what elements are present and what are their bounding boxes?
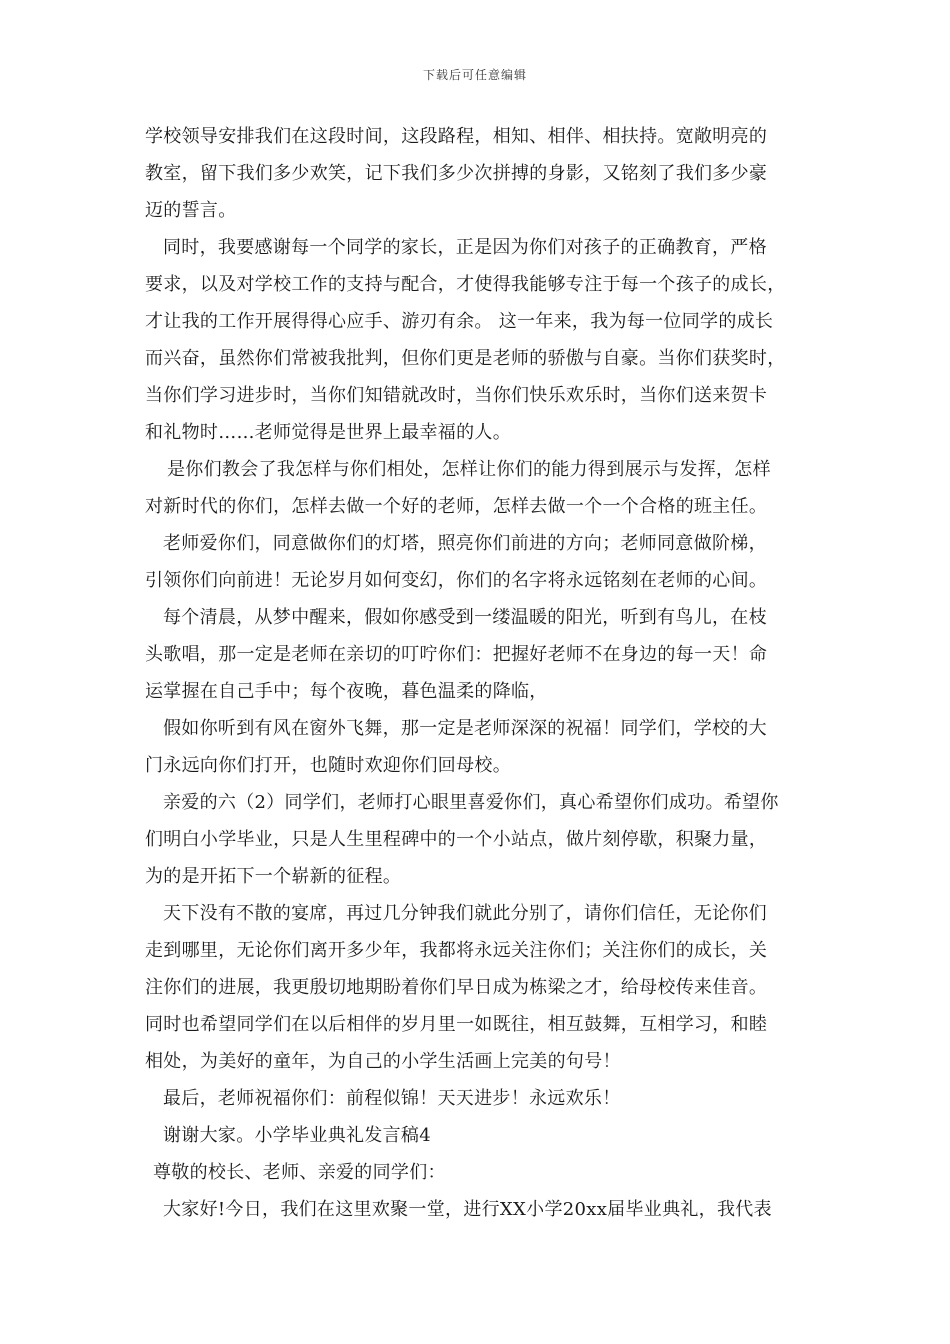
document-body <box>145 118 815 1228</box>
text-line: 为的是开拓下一个崭新的征程。 <box>145 866 402 887</box>
paragraph-start: 大家好!今日，我们在这里欢聚一堂，进行XX小学20xx届毕业典礼，我代表 <box>163 1199 772 1220</box>
text-line: 头歌唱，那一定是老师在亲切的叮咛你们：把握好老师不在身边的每一天！命 <box>145 644 768 665</box>
page-header: 下载后可任意编辑 <box>422 68 527 82</box>
text-line: 注你们的进展，我更殷切地期盼着你们早日成为栋梁之才，给母校传来佳音。 <box>145 977 768 998</box>
paragraph-start: 每个清晨，从梦中醒来，假如你感受到一缕温暖的阳光，听到有鸟儿，在枝 <box>163 607 767 628</box>
text-line: 学校领导安排我们在这段时间，这段路程，相知、相伴、相扶持。宽敞明亮的 <box>145 126 768 147</box>
text-line: 对新时代的你们，怎样去做一个好的老师，怎样去做一个一个合格的班主任。 <box>145 496 768 517</box>
paragraph-start: 假如你听到有风在窗外飞舞，那一定是老师深深的祝福！同学们，学校的大 <box>163 718 767 739</box>
paragraph-start: 天下没有不散的宴席，再过几分钟我们就此分别了，请你们信任，无论你们 <box>163 903 767 924</box>
salutation: 尊敬的校长、老师、亲爱的同学们： <box>153 1162 446 1183</box>
text-line: 们明白小学毕业，只是人生里程碑中的一个小站点，做片刻停歇，积聚力量， <box>145 829 768 850</box>
paragraph-start: 最后，老师祝福你们：前程似锦！天天进步！永远欢乐！ <box>163 1088 621 1109</box>
paragraph-start: 谢谢大家。小学毕业典礼发言稿4 <box>163 1125 431 1146</box>
text-line: 迈的誓言。 <box>145 200 237 221</box>
text-line: 引领你们向前进！无论岁月如何变幻，你们的名字将永远铭刻在老师的心间。 <box>145 570 768 591</box>
paragraph-start: 亲爱的六（2）同学们，老师打心眼里喜爱你们，真心希望你们成功。希望你 <box>163 792 779 813</box>
text-line: 运掌握在自己手中；每个夜晚，暮色温柔的降临， <box>145 681 548 702</box>
paragraph-start: 老师爱你们，同意做你们的灯塔，照亮你们前进的方向；老师同意做阶梯， <box>163 533 767 554</box>
text-line: 相处，为美好的童年，为自己的小学生活画上完美的句号！ <box>145 1051 621 1072</box>
text-line: 教室，留下我们多少欢笑，记下我们多少次拼搏的身影，又铭刻了我们多少豪 <box>145 163 768 184</box>
text-line: 和礼物时……老师觉得是世界上最幸福的人。 <box>145 422 511 443</box>
text-line: 当你们学习进步时，当你们知错就改时，当你们快乐欢乐时，当你们送来贺卡 <box>145 385 768 406</box>
text-line: 门永远向你们打开，也随时欢迎你们回母校。 <box>145 755 511 776</box>
paragraph-start: 同时，我要感谢每一个同学的家长，正是因为你们对孩子的正确教育，严格 <box>163 237 767 258</box>
text-line: 走到哪里，无论你们离开多少年，我都将永远关注你们；关注你们的成长，关 <box>145 940 768 961</box>
text-line: 要求，以及对学校工作的支持与配合，才使得我能够专注于每一个孩子的成长， <box>145 274 786 295</box>
paragraph-start: 是你们教会了我怎样与你们相处，怎样让你们的能力得到展示与发挥，怎样 <box>167 459 771 480</box>
text-line: 同时也希望同学们在以后相伴的岁月里一如既往，相互鼓舞，互相学习，和睦 <box>145 1014 768 1035</box>
text-line: 而兴奋，虽然你们常被我批判，但你们更是老师的骄傲与自豪。当你们获奖时， <box>145 348 786 369</box>
text-line: 才让我的工作开展得得心应手、游刃有余。 这一年来，我为每一位同学的成长 <box>145 311 774 332</box>
